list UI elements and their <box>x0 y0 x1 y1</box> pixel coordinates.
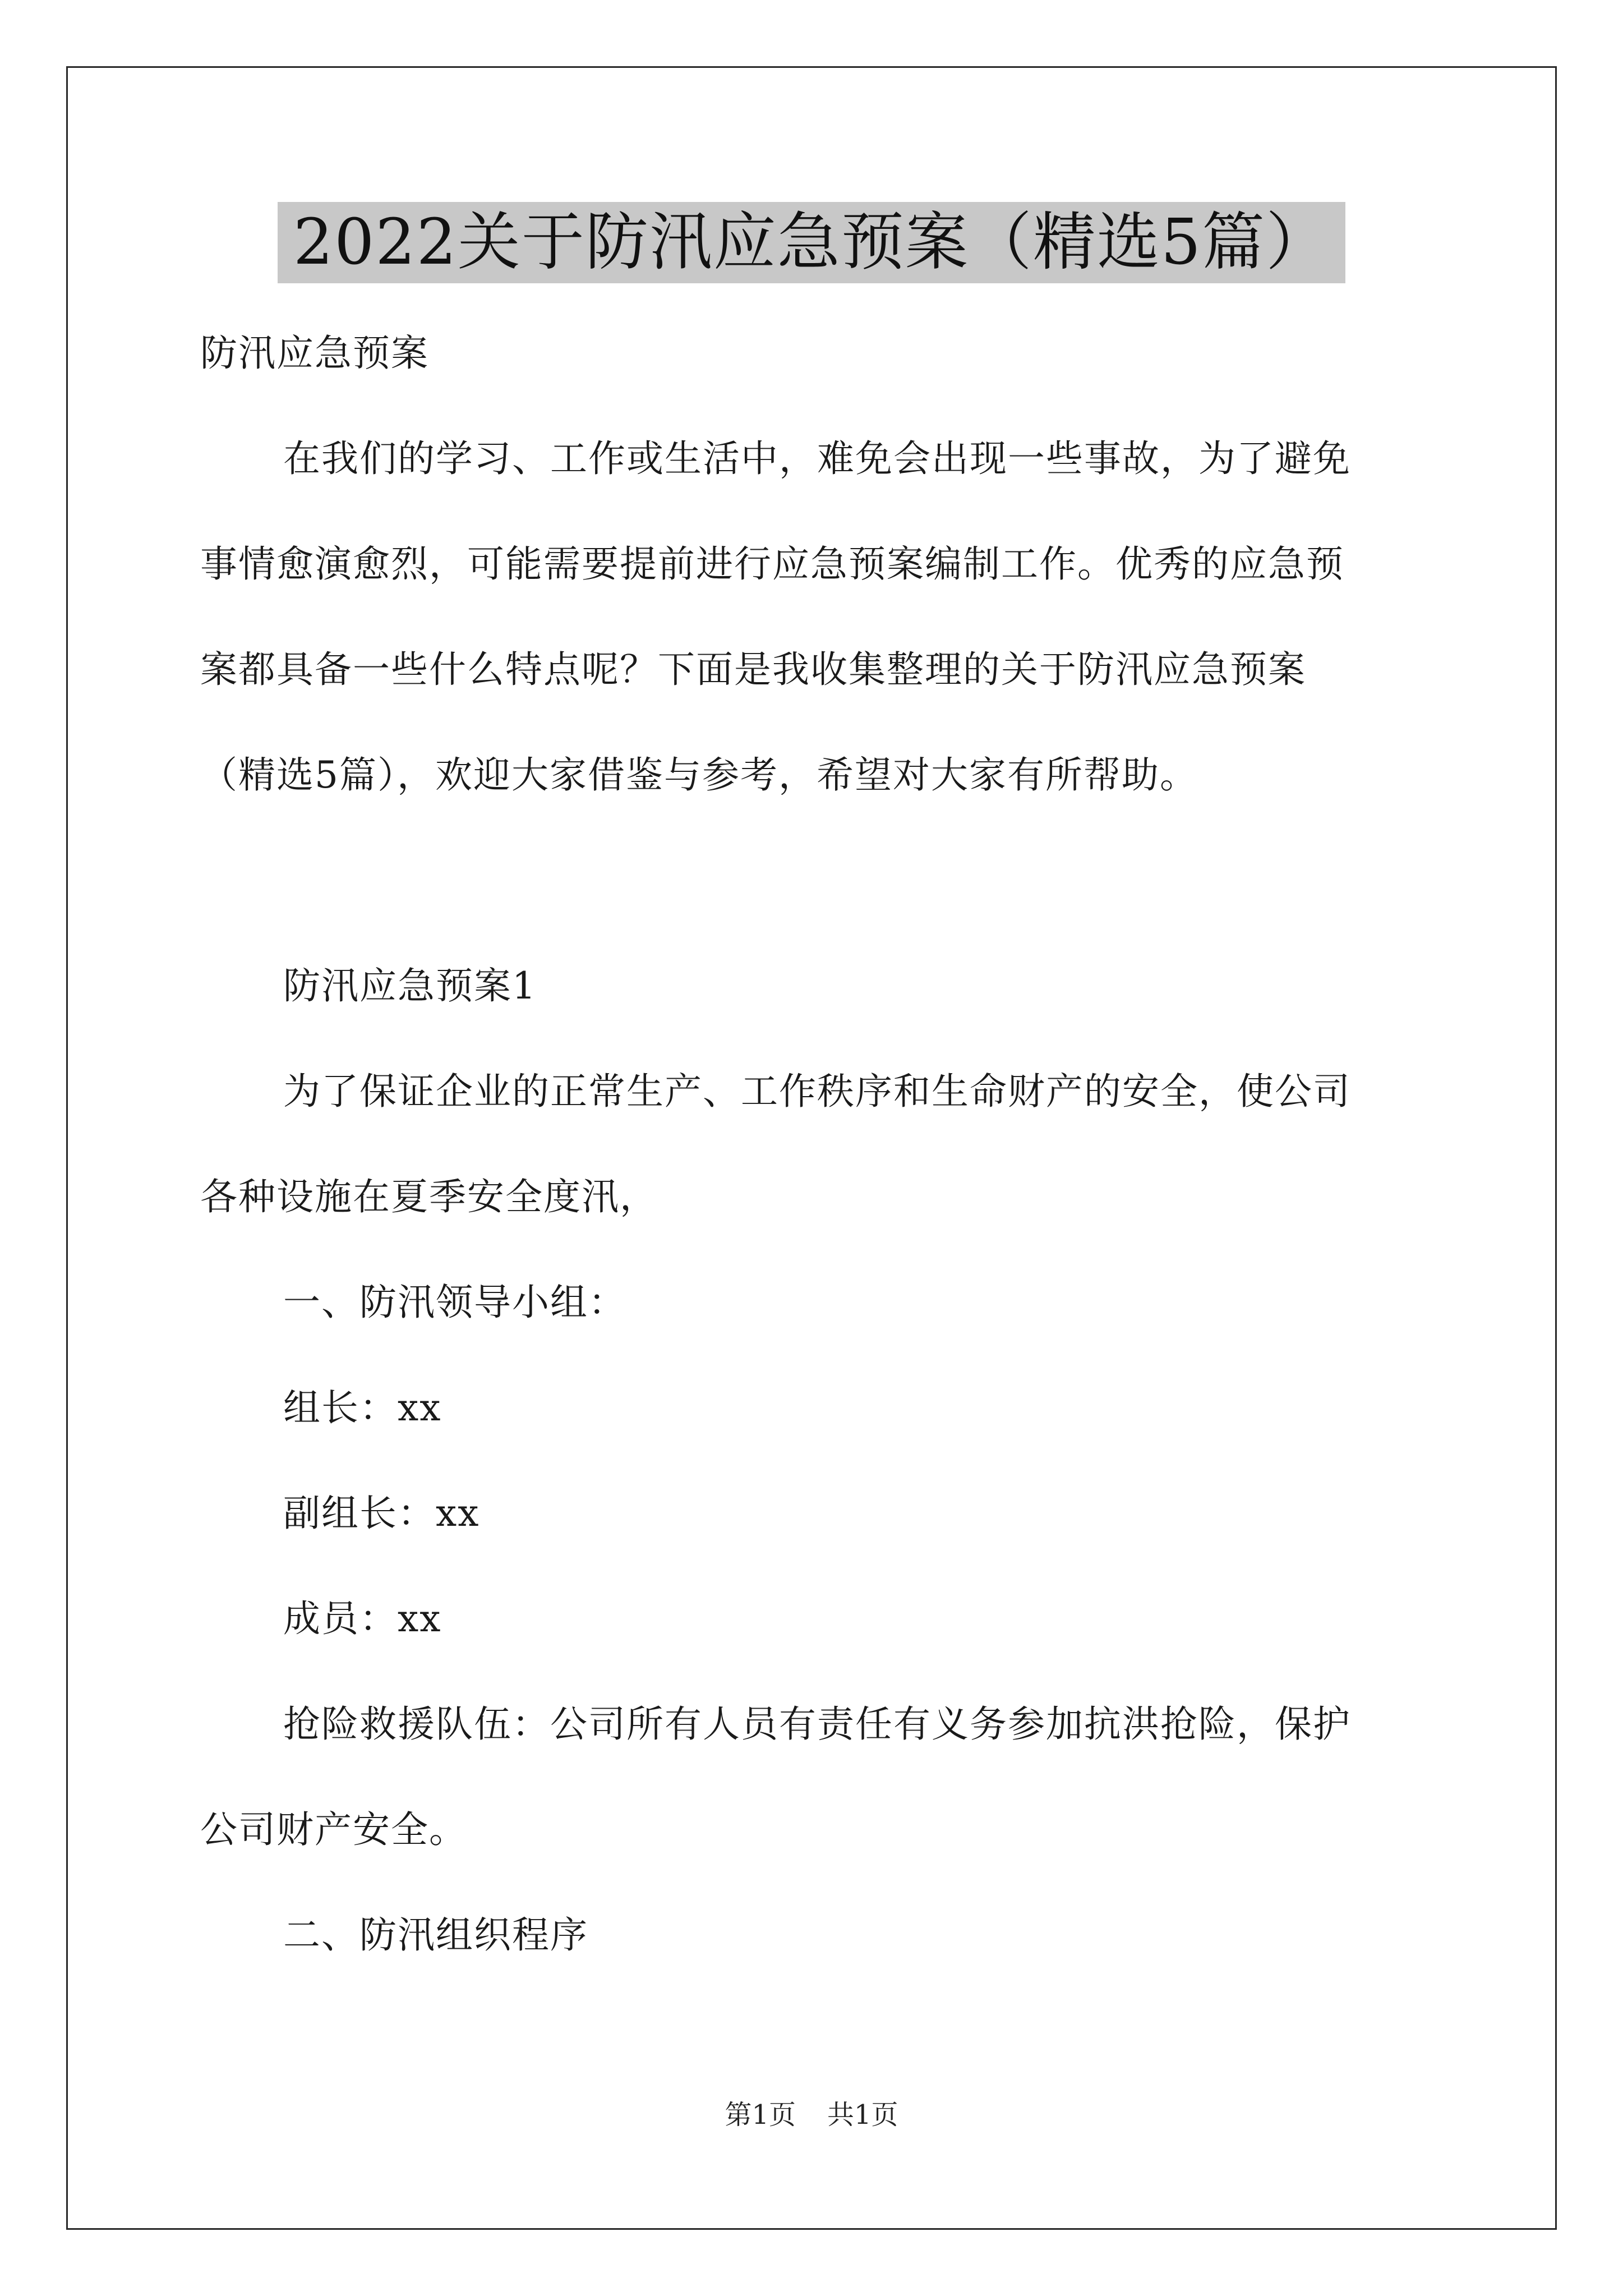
purpose-line-1: 为了保证企业的正常生产、工作秩序和生命财产的安全，使公司 <box>283 1070 1351 1113</box>
leadership-heading: 一、防汛领导小组： <box>283 1281 626 1324</box>
intro-line-2: 事情愈演愈烈，可能需要提前进行应急预案编制工作。优秀的应急预 <box>200 542 1344 586</box>
page-number-current: 第1页 <box>725 2099 796 2131</box>
procedure-heading: 二、防汛组织程序 <box>283 1913 588 1957</box>
intro-line-3: 案都具备一些什么特点呢？下面是我收集整理的关于防汛应急预案 <box>200 648 1306 691</box>
members-line: 成员：xx <box>283 1597 442 1640</box>
purpose-line-2: 各种设施在夏季安全度汛， <box>200 1175 658 1218</box>
page-footer <box>0 2097 1623 2133</box>
deputy-leader-line: 副组长：xx <box>283 1492 480 1535</box>
intro-line-1: 在我们的学习、工作或生活中，难免会出现一些事故，为了避免 <box>283 437 1351 480</box>
section-heading: 防汛应急预案1 <box>283 964 537 1007</box>
page-number-total: 共1页 <box>827 2099 898 2131</box>
document-title: 2022关于防汛应急预案（精选5篇） <box>278 202 1345 283</box>
rescue-line-1: 抢险救援队伍：公司所有人员有责任有义务参加抗洪抢险，保护 <box>283 1703 1351 1746</box>
intro-line-4: （精选5篇），欢迎大家借鉴与参考，希望对大家有所帮助。 <box>200 753 1198 797</box>
rescue-line-2: 公司财产安全。 <box>200 1808 467 1851</box>
subtitle: 防汛应急预案 <box>200 332 429 375</box>
title-container <box>0 202 1623 283</box>
document-body <box>200 301 1428 1988</box>
paragraph-spacer <box>200 828 1428 933</box>
leader-line: 组长：xx <box>283 1386 442 1429</box>
